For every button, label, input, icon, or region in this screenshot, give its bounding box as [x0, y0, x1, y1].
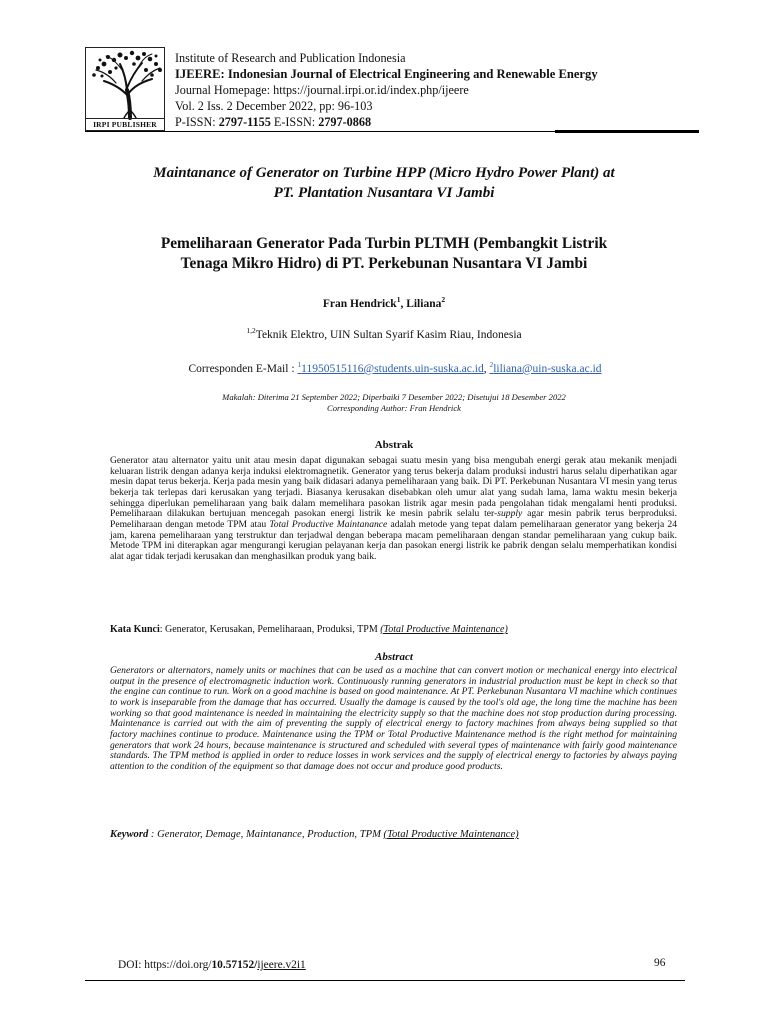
- issn-info: P-ISSN: 2797-1155 E-ISSN: 2797-0868: [175, 115, 372, 129]
- volume-info: Vol. 2 Iss. 2 December 2022, pp: 96-103: [175, 99, 373, 113]
- title-english: Maintanance of Generator on Turbine HPP (Micro Hydro Power Plant) at PT. Plantation Nusantara VI Jambi: [153, 165, 615, 201]
- tree-icon: [86, 48, 165, 120]
- header-divider-accent: [555, 130, 699, 133]
- journal-homepage: Journal Homepage: https://journal.irpi.or.id/index.php/ijeere: [175, 83, 469, 97]
- corresponding-author: Corresponding Author: Fran Hendrick: [327, 403, 461, 413]
- correspondence-email: Corresponden E-Mail : $^1$11950515116@students.uin-suska.ac.id, $^2$liliana@uin-suska.ac.id: [188, 360, 602, 375]
- doi-link[interactable]: DOI: https://doi.org/10.57152/ijeere.v2i1: [118, 959, 306, 971]
- institute-name: Institute of Research and Publication Indonesia: [175, 51, 406, 65]
- pissn: 2797-1155: [218, 115, 271, 129]
- abstract-heading: Abstract: [375, 651, 413, 663]
- logo-caption: IRPI PUBLISHER: [86, 118, 164, 130]
- kata-kunci: Kata Kunci: Generator, Kerusakan, Pemeliharaan, Produksi, TPM (Total Productive Maintenance): [110, 624, 508, 635]
- keyword: Keyword : Generator, Demage, Maintanance, Production, TPM (Total Productive Maintenance): [110, 829, 519, 840]
- page-number: 96: [654, 957, 666, 969]
- author-list: Fran Hendrick$^1$, Liliana$^2$: [322, 295, 446, 310]
- email-link-1[interactable]: $^1$11950515116@students.uin-suska.ac.id: [297, 360, 484, 375]
- eissn: 2797-0868: [318, 115, 372, 129]
- abstract-body: Generators or alternators, namely units or machines that can be used as a machine that can convert motion or mechanical energy into electrical output in the presence of electromagnetic induction work. Continuously running generators in industrial production must be kept in check so that the engine can continue to run. Work on a good machine is based on good maintenance. At PT. Perkebunan Nusantara VI machine which continues to work is inseparable from the damage that has occurred. Usually the damage is caused by the tool's old age, the long time the machine has been working so that good maintenance is needed in maintaining the electricity supply so that the machine does not stop production during processing. Maintenance is carried out with the aim of preventing the supply of electrical energy to factory machines from always being supplied so that factory machines continue to produce. Maintenance using the TPM or Total Productive Maintenance method is the right method for maintaining generators that work 24 hours, because maintenance is structured and scheduled with several types of maintenance with fairly good maintenance standards. The TPM method is applied in order to reduce losses in work services and the supply of electrical energy to factories by always paying attention to the condition of the equipment so that damage does not occur and produce good products.: [110, 665, 677, 772]
- journal-name: IJEERE: Indonesian Journal of Electrical Engineering and Renewable Energy: [175, 67, 598, 81]
- title-indonesian: Pemeliharaan Generator Pada Turbin PLTMH (Pembangkit Listrik Tenaga Mikro Hidro) di PT. Perkebunan Nusantara VI Jambi: [160, 235, 608, 272]
- abstrak-heading: Abstrak: [374, 439, 414, 451]
- publisher-logo: [85, 47, 165, 131]
- footer-divider: [85, 980, 685, 981]
- affiliation: $^{1,2}$Teknik Elektro, UIN Sultan Syarif Kasim Riau, Indonesia: [246, 326, 522, 341]
- submission-dates: Makalah: Diterima 21 September 2022; Diperbaiki 7 Desember 2022; Disetujui 18 Desember 2022 Corresponding Author: Fran Hendrick: [0, 392, 768, 414]
- abstrak-body: Generator atau alternator yaitu unit atau mesin dapat digunakan sebagai suatu mesin yang bisa mengubah energi gerak atau mekanik menjadi keluaran listrik dengan adanya kerja induksi elektromagnetik. Generator yang terus bekerja dalam produksi industri harus selalu diperhatikan agar mesin dapat terus bekerja. Kerja pada mesin yang baik didasari adanya pemeliharaan yang baik. Di PT. Perkebunan Nusantara VI mesin yang terus bekerja tak terlepas dari kerusakan yang terjadi. Biasanya kerusakan disebabkan oleh umur alat yang sudah lama, lama waktu mesin bekerja sehingga diperlukan pemeliharaan yang baik dalam memelihara pasokan listrik agar mesin pada pengolahan tidak mengalami henti produksi. Pemeliharaan dilakukan bertujuan mencegah pasokan energi listrik ke mesin pabrik selalu ter-supply agar mesin pabrik terus berproduksi. Pemeliharaan dengan metode TPM atau Total Productive Maintanance adalah metode yang tepat dalam pemeliharaan generator yang bekerja 24 jam, karena pemeliharaan yang terstruktur dan terjadwal dengan beberapa macam pemeliharaan dengan standar pemeliharaan yang cukup baik. Metode TPM ini diterapkan agar mengurangi kerugian pelayanan kerja dan pasokan energi listrik ke pabrik dengan selalu memperhatikan kondisi alat agar tidak terjadi kerusakan dan menghasilkan produk yang baik.: [110, 455, 677, 562]
- journal-header: [175, 50, 695, 130]
- email-link-2[interactable]: $^2$liliana@uin-suska.ac.id: [489, 360, 602, 375]
